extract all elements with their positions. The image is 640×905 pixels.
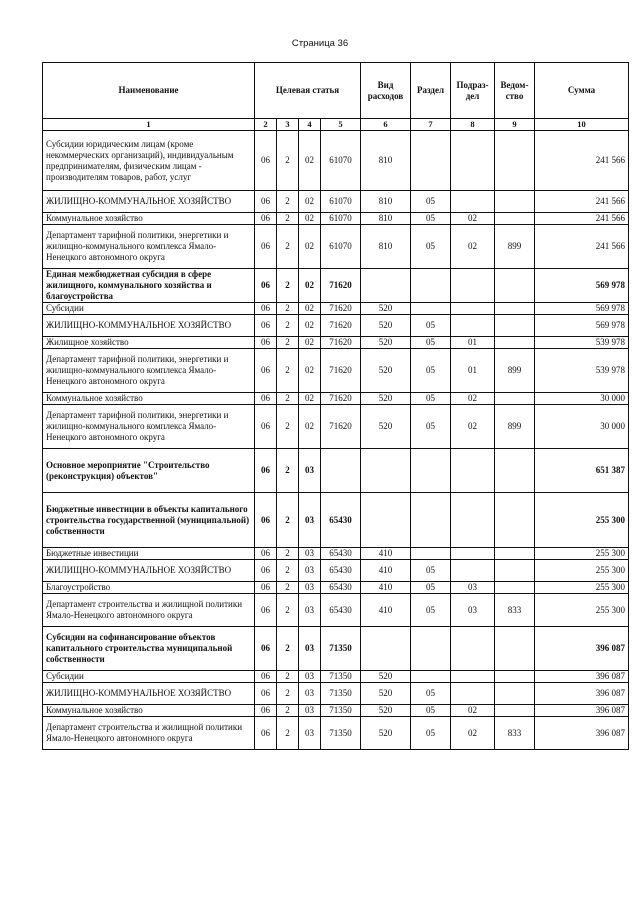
table-body bbox=[43, 131, 629, 750]
row-sum: 30 000 bbox=[535, 405, 629, 449]
target-code: 65430 bbox=[321, 548, 361, 560]
target-program: 06 bbox=[255, 337, 277, 349]
department-code: 833 bbox=[495, 717, 535, 750]
section: 05 bbox=[411, 560, 451, 582]
subsection bbox=[451, 449, 495, 493]
department-code bbox=[495, 548, 535, 560]
column-number: 1 bbox=[43, 119, 255, 131]
target-program: 06 bbox=[255, 405, 277, 449]
target-subprogram: 2 bbox=[277, 337, 299, 349]
section bbox=[411, 548, 451, 560]
department-code bbox=[495, 315, 535, 337]
department-code: 833 bbox=[495, 594, 535, 627]
target-program: 06 bbox=[255, 705, 277, 717]
department-code bbox=[495, 683, 535, 705]
row-sum: 569 978 bbox=[535, 315, 629, 337]
section: 05 bbox=[411, 683, 451, 705]
target-code: 71350 bbox=[321, 683, 361, 705]
row-sum: 651 387 bbox=[535, 449, 629, 493]
section: 05 bbox=[411, 213, 451, 225]
row-name: Субсидии bbox=[43, 303, 255, 315]
expense-type: 410 bbox=[361, 560, 411, 582]
row-name: Жилищное хозяйство bbox=[43, 337, 255, 349]
header-name: Наименование bbox=[43, 63, 255, 119]
row-sum: 255 300 bbox=[535, 548, 629, 560]
table-row bbox=[43, 213, 629, 225]
row-name: Субсидии bbox=[43, 671, 255, 683]
target-event: 02 bbox=[299, 131, 321, 191]
row-name: Субсидии юридическим лицам (кроме некоммерческих организаций), индивидуальным предпринимателям, физическим лицам - производителям товаров, работ, услуг bbox=[43, 131, 255, 191]
section: 05 bbox=[411, 705, 451, 717]
target-subprogram: 2 bbox=[277, 131, 299, 191]
section: 05 bbox=[411, 717, 451, 750]
target-event: 03 bbox=[299, 717, 321, 750]
target-event: 02 bbox=[299, 405, 321, 449]
target-subprogram: 2 bbox=[277, 315, 299, 337]
department-code bbox=[495, 131, 535, 191]
subsection: 03 bbox=[451, 582, 495, 594]
section bbox=[411, 493, 451, 548]
column-number: 8 bbox=[451, 119, 495, 131]
table-row bbox=[43, 225, 629, 269]
table-row bbox=[43, 671, 629, 683]
row-name: ЖИЛИЩНО-КОММУНАЛЬНОЕ ХОЗЯЙСТВО bbox=[43, 560, 255, 582]
subsection bbox=[451, 191, 495, 213]
target-event: 02 bbox=[299, 191, 321, 213]
row-sum: 396 087 bbox=[535, 705, 629, 717]
target-program: 06 bbox=[255, 225, 277, 269]
target-program: 06 bbox=[255, 349, 277, 393]
expense-type: 520 bbox=[361, 717, 411, 750]
target-code: 61070 bbox=[321, 131, 361, 191]
row-name: Благоустройство bbox=[43, 582, 255, 594]
table-row bbox=[43, 683, 629, 705]
row-name: Субсидии на софинансирование объектов капитального строительства муниципальной собственности bbox=[43, 627, 255, 671]
subsection: 02 bbox=[451, 405, 495, 449]
row-sum: 255 300 bbox=[535, 560, 629, 582]
subsection: 01 bbox=[451, 349, 495, 393]
table-row bbox=[43, 337, 629, 349]
department-code bbox=[495, 303, 535, 315]
expense-type: 520 bbox=[361, 705, 411, 717]
table-row bbox=[43, 405, 629, 449]
subsection: 03 bbox=[451, 594, 495, 627]
row-sum: 396 087 bbox=[535, 683, 629, 705]
expense-type: 520 bbox=[361, 405, 411, 449]
target-program: 06 bbox=[255, 131, 277, 191]
target-program: 06 bbox=[255, 582, 277, 594]
section: 05 bbox=[411, 405, 451, 449]
department-code bbox=[495, 582, 535, 594]
target-subprogram: 2 bbox=[277, 493, 299, 548]
section bbox=[411, 131, 451, 191]
section: 05 bbox=[411, 594, 451, 627]
target-subprogram: 2 bbox=[277, 405, 299, 449]
subsection bbox=[451, 303, 495, 315]
row-sum: 396 087 bbox=[535, 671, 629, 683]
target-event: 03 bbox=[299, 683, 321, 705]
department-code: 899 bbox=[495, 225, 535, 269]
target-code: 71620 bbox=[321, 269, 361, 303]
target-event: 02 bbox=[299, 393, 321, 405]
target-subprogram: 2 bbox=[277, 349, 299, 393]
expense-type: 520 bbox=[361, 393, 411, 405]
row-name: Бюджетные инвестиции в объекты капитального строительства государственной (муниципальной) собственности bbox=[43, 493, 255, 548]
target-event: 03 bbox=[299, 594, 321, 627]
column-number: 9 bbox=[495, 119, 535, 131]
section: 05 bbox=[411, 393, 451, 405]
table-row bbox=[43, 582, 629, 594]
target-event: 03 bbox=[299, 548, 321, 560]
department-code bbox=[495, 449, 535, 493]
expense-type: 520 bbox=[361, 303, 411, 315]
page-number: Страница 36 bbox=[291, 38, 349, 49]
department-code: 899 bbox=[495, 349, 535, 393]
row-name: Департамент строительства и жилищной политики Ямало-Ненецкого автономного округа bbox=[43, 594, 255, 627]
row-sum: 241 566 bbox=[535, 225, 629, 269]
target-event: 03 bbox=[299, 582, 321, 594]
table-row bbox=[43, 449, 629, 493]
table-row bbox=[43, 627, 629, 671]
target-program: 06 bbox=[255, 213, 277, 225]
target-event: 03 bbox=[299, 560, 321, 582]
department-code bbox=[495, 493, 535, 548]
column-number: 4 bbox=[299, 119, 321, 131]
department-code bbox=[495, 671, 535, 683]
department-code bbox=[495, 393, 535, 405]
target-event: 03 bbox=[299, 627, 321, 671]
row-name: Коммунальное хозяйство bbox=[43, 393, 255, 405]
department-code bbox=[495, 213, 535, 225]
target-code: 65430 bbox=[321, 594, 361, 627]
table-row bbox=[43, 303, 629, 315]
target-program: 06 bbox=[255, 449, 277, 493]
header-sum: Сумма bbox=[535, 63, 629, 119]
department-code bbox=[495, 627, 535, 671]
row-name: Департамент тарифной политики, энергетики и жилищно-коммунального комплекса Ямало-Ненецкого автономного округа bbox=[43, 349, 255, 393]
target-code: 65430 bbox=[321, 560, 361, 582]
section bbox=[411, 449, 451, 493]
target-program: 06 bbox=[255, 191, 277, 213]
subsection: 02 bbox=[451, 213, 495, 225]
department-code bbox=[495, 560, 535, 582]
subsection bbox=[451, 315, 495, 337]
row-sum: 255 300 bbox=[535, 582, 629, 594]
target-code: 71620 bbox=[321, 303, 361, 315]
budget-table bbox=[42, 62, 629, 750]
target-event: 02 bbox=[299, 269, 321, 303]
header-department: Ведом-ство bbox=[495, 63, 535, 119]
subsection: 02 bbox=[451, 705, 495, 717]
target-event: 02 bbox=[299, 225, 321, 269]
target-code bbox=[321, 449, 361, 493]
target-event: 03 bbox=[299, 705, 321, 717]
row-name: ЖИЛИЩНО-КОММУНАЛЬНОЕ ХОЗЯЙСТВО bbox=[43, 683, 255, 705]
target-code: 71620 bbox=[321, 405, 361, 449]
target-code: 71620 bbox=[321, 337, 361, 349]
subsection: 02 bbox=[451, 717, 495, 750]
row-sum: 539 978 bbox=[535, 337, 629, 349]
row-sum: 30 000 bbox=[535, 393, 629, 405]
section: 05 bbox=[411, 225, 451, 269]
row-name: Коммунальное хозяйство bbox=[43, 705, 255, 717]
table-row bbox=[43, 560, 629, 582]
target-program: 06 bbox=[255, 393, 277, 405]
target-event: 02 bbox=[299, 213, 321, 225]
header-target-article: Целевая статья bbox=[255, 63, 361, 119]
expense-type: 410 bbox=[361, 582, 411, 594]
target-subprogram: 2 bbox=[277, 582, 299, 594]
row-sum: 241 566 bbox=[535, 131, 629, 191]
target-subprogram: 2 bbox=[277, 717, 299, 750]
column-number: 5 bbox=[321, 119, 361, 131]
column-number: 2 bbox=[255, 119, 277, 131]
column-number: 3 bbox=[277, 119, 299, 131]
target-subprogram: 2 bbox=[277, 269, 299, 303]
subsection bbox=[451, 671, 495, 683]
target-code: 61070 bbox=[321, 213, 361, 225]
target-subprogram: 2 bbox=[277, 191, 299, 213]
subsection bbox=[451, 493, 495, 548]
subsection: 02 bbox=[451, 225, 495, 269]
department-code bbox=[495, 337, 535, 349]
row-name: ЖИЛИЩНО-КОММУНАЛЬНОЕ ХОЗЯЙСТВО bbox=[43, 315, 255, 337]
target-program: 06 bbox=[255, 493, 277, 548]
row-sum: 569 978 bbox=[535, 303, 629, 315]
table-row bbox=[43, 594, 629, 627]
subsection bbox=[451, 560, 495, 582]
section bbox=[411, 671, 451, 683]
row-name: Департамент строительства и жилищной политики Ямало-Ненецкого автономного округа bbox=[43, 717, 255, 750]
target-subprogram: 2 bbox=[277, 393, 299, 405]
header-expense-type: Вид расходов bbox=[361, 63, 411, 119]
target-event: 02 bbox=[299, 303, 321, 315]
subsection bbox=[451, 683, 495, 705]
row-name: Департамент тарифной политики, энергетики и жилищно-коммунального комплекса Ямало-Ненецкого автономного округа bbox=[43, 405, 255, 449]
row-name: Коммунальное хозяйство bbox=[43, 213, 255, 225]
subsection: 01 bbox=[451, 337, 495, 349]
target-program: 06 bbox=[255, 548, 277, 560]
target-program: 06 bbox=[255, 315, 277, 337]
department-code bbox=[495, 191, 535, 213]
expense-type: 810 bbox=[361, 191, 411, 213]
department-code bbox=[495, 705, 535, 717]
target-code: 71620 bbox=[321, 349, 361, 393]
section bbox=[411, 627, 451, 671]
target-program: 06 bbox=[255, 560, 277, 582]
target-program: 06 bbox=[255, 671, 277, 683]
target-subprogram: 2 bbox=[277, 627, 299, 671]
expense-type: 810 bbox=[361, 213, 411, 225]
target-subprogram: 2 bbox=[277, 683, 299, 705]
table-row bbox=[43, 315, 629, 337]
row-sum: 396 087 bbox=[535, 717, 629, 750]
target-subprogram: 2 bbox=[277, 303, 299, 315]
column-number: 10 bbox=[535, 119, 629, 131]
column-number: 6 bbox=[361, 119, 411, 131]
row-sum: 255 300 bbox=[535, 594, 629, 627]
row-name: Основное мероприятие "Строительство (реконструкция) объектов" bbox=[43, 449, 255, 493]
target-program: 06 bbox=[255, 627, 277, 671]
target-program: 06 bbox=[255, 269, 277, 303]
target-event: 02 bbox=[299, 349, 321, 393]
target-event: 03 bbox=[299, 449, 321, 493]
expense-type: 520 bbox=[361, 337, 411, 349]
target-code: 71620 bbox=[321, 393, 361, 405]
section bbox=[411, 303, 451, 315]
column-number: 7 bbox=[411, 119, 451, 131]
row-name: Единая межбюджетная субсидия в сфере жилищного, коммунального хозяйства и благоустройства bbox=[43, 269, 255, 303]
section: 05 bbox=[411, 337, 451, 349]
row-sum: 255 300 bbox=[535, 493, 629, 548]
target-subprogram: 2 bbox=[277, 594, 299, 627]
row-sum: 241 566 bbox=[535, 213, 629, 225]
subsection bbox=[451, 131, 495, 191]
target-subprogram: 2 bbox=[277, 225, 299, 269]
target-code: 65430 bbox=[321, 582, 361, 594]
section: 05 bbox=[411, 349, 451, 393]
section bbox=[411, 269, 451, 303]
target-code: 61070 bbox=[321, 191, 361, 213]
expense-type bbox=[361, 627, 411, 671]
expense-type: 520 bbox=[361, 683, 411, 705]
section: 05 bbox=[411, 315, 451, 337]
subsection: 02 bbox=[451, 393, 495, 405]
expense-type bbox=[361, 269, 411, 303]
table-row bbox=[43, 548, 629, 560]
row-sum: 396 087 bbox=[535, 627, 629, 671]
row-name: Бюджетные инвестиции bbox=[43, 548, 255, 560]
header-subsection: Подраз-дел bbox=[451, 63, 495, 119]
table-row bbox=[43, 493, 629, 548]
target-code: 71350 bbox=[321, 671, 361, 683]
target-event: 02 bbox=[299, 315, 321, 337]
section: 05 bbox=[411, 582, 451, 594]
column-number-row bbox=[43, 119, 629, 131]
target-subprogram: 2 bbox=[277, 548, 299, 560]
target-subprogram: 2 bbox=[277, 671, 299, 683]
expense-type: 410 bbox=[361, 594, 411, 627]
target-code: 71620 bbox=[321, 315, 361, 337]
target-code: 71350 bbox=[321, 627, 361, 671]
target-event: 02 bbox=[299, 337, 321, 349]
target-subprogram: 2 bbox=[277, 560, 299, 582]
row-name: ЖИЛИЩНО-КОММУНАЛЬНОЕ ХОЗЯЙСТВО bbox=[43, 191, 255, 213]
expense-type bbox=[361, 449, 411, 493]
table-row bbox=[43, 349, 629, 393]
target-program: 06 bbox=[255, 717, 277, 750]
table-row bbox=[43, 269, 629, 303]
expense-type bbox=[361, 493, 411, 548]
target-program: 06 bbox=[255, 303, 277, 315]
subsection bbox=[451, 269, 495, 303]
expense-type: 810 bbox=[361, 131, 411, 191]
target-program: 06 bbox=[255, 683, 277, 705]
target-subprogram: 2 bbox=[277, 449, 299, 493]
row-sum: 241 566 bbox=[535, 191, 629, 213]
table-row bbox=[43, 705, 629, 717]
row-name: Департамент тарифной политики, энергетики и жилищно-коммунального комплекса Ямало-Ненецкого автономного округа bbox=[43, 225, 255, 269]
expense-type: 520 bbox=[361, 315, 411, 337]
table-row bbox=[43, 191, 629, 213]
expense-type: 520 bbox=[361, 349, 411, 393]
department-code bbox=[495, 269, 535, 303]
target-code: 65430 bbox=[321, 493, 361, 548]
section: 05 bbox=[411, 191, 451, 213]
header-section: Раздел bbox=[411, 63, 451, 119]
target-code: 71350 bbox=[321, 717, 361, 750]
target-code: 71350 bbox=[321, 705, 361, 717]
table-row bbox=[43, 717, 629, 750]
target-subprogram: 2 bbox=[277, 705, 299, 717]
table-row bbox=[43, 131, 629, 191]
target-event: 03 bbox=[299, 493, 321, 548]
table-row bbox=[43, 393, 629, 405]
target-subprogram: 2 bbox=[277, 213, 299, 225]
subsection bbox=[451, 627, 495, 671]
expense-type: 810 bbox=[361, 225, 411, 269]
row-sum: 569 978 bbox=[535, 269, 629, 303]
subsection bbox=[451, 548, 495, 560]
expense-type: 410 bbox=[361, 548, 411, 560]
target-event: 03 bbox=[299, 671, 321, 683]
row-sum: 539 978 bbox=[535, 349, 629, 393]
target-code: 61070 bbox=[321, 225, 361, 269]
expense-type: 520 bbox=[361, 671, 411, 683]
department-code: 899 bbox=[495, 405, 535, 449]
target-program: 06 bbox=[255, 594, 277, 627]
